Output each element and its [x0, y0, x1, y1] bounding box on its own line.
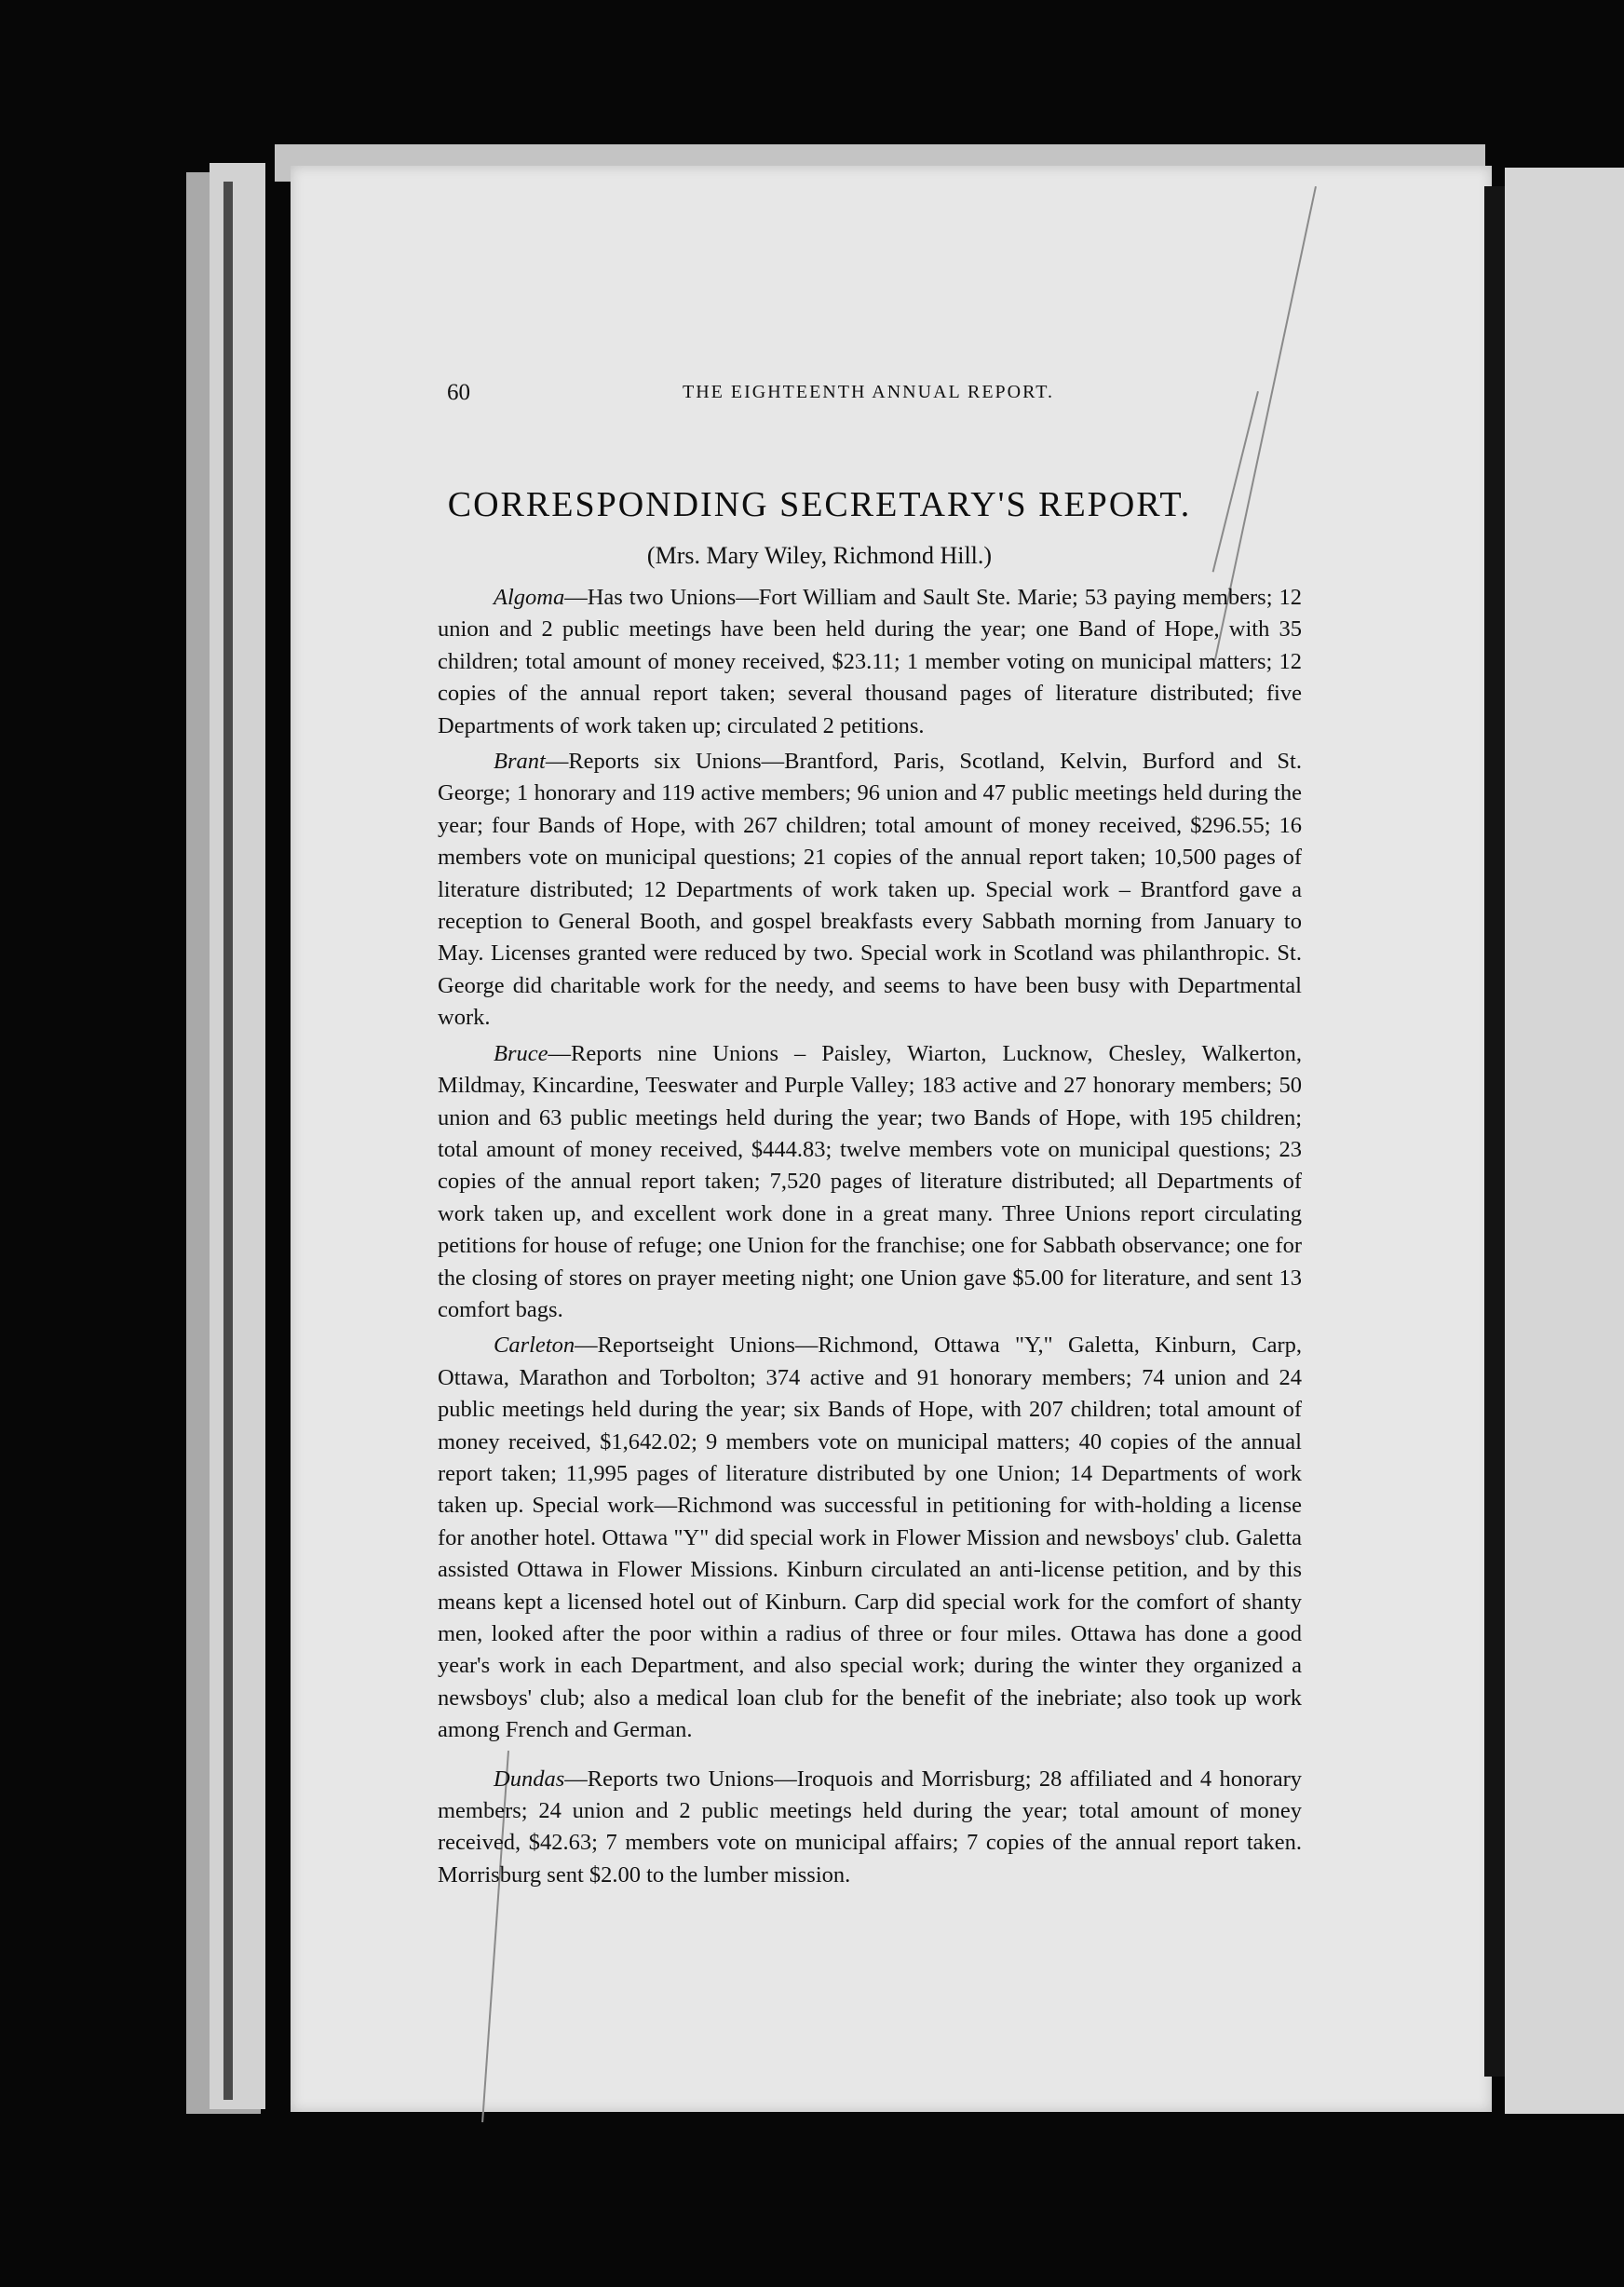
county-text: —Reportseight Unions—Richmond, Ottawa "Y," Galetta, Kinburn, Carp, Ottawa, Marathon and Torbolton; 374 active and 91 honorary members; 74 union and 24 public meetings held during the year; six Bands of Hope, with 207 children; total amount of money received, $1,642.02; 9 members vote on municipal matters; 40 copies of the annual report taken; 11,995 pages of literature distributed by one Union; 14 Departments of work taken up. Special work—Richmond was successful in petitioning for with-holding a license for another hotel. Ottawa "Y" did special work in Flower Mission and newsboys' club. Galetta assisted Ottawa in Flower Missions. Kinburn circulated an anti-license petition, and by this means kept a licensed hotel out of Kinburn. Carp did special work for the comfort of shanty men, looked after the poor within a radius of three or four miles. Ottawa has done a good year's work in each Department, and also special work; during the winter they organized a newsboys' club; also a medical loan club for the benefit of the inebriate; also took up work among French and German.	[438, 1333, 1302, 1743]
county-name: Dundas	[494, 1766, 565, 1792]
county-text: —Reports nine Unions – Paisley, Wiarton, Lucknow, Chesley, Walkerton, Mildmay, Kincardine, Teeswater and Purple Valley; 183 active and 27 honorary members; 50 union and 63 public meetings held during the year; two Bands of Hope, with 195 children; total amount of money received, $444.83; twelve members vote on municipal questions; 23 copies of the annual report taken; 7,520 pages of literature distributed; all Departments of work taken up, and excellent work done in a great many. Three Unions report circulating petitions for house of refuge; one Union for the franchise; one for Sabbath observance; one for the closing of stores on prayer meeting night; one Union gave $5.00 for literature, and sent 13 comfort bags.	[438, 1040, 1302, 1322]
county-text: —Reports six Unions—Brantford, Paris, Scotland, Kelvin, Burford and St. George; 1 honorary and 119 active members; 96 union and 47 public meetings held during the year; four Bands of Hope, with 267 children; total amount of money received, $296.55; 16 members vote on municipal questions; 21 copies of the annual report taken; 10,500 pages of literature distributed; 12 Departments of work taken up. Special work – Brantford gave a reception to General Booth, and gospel breakfasts every Sabbath morning from January to May. Licenses granted were reduced by two. Special work in Scotland was philanthropic. St. George did charitable work for the needy, and seems to have been busy with Departmental work.	[438, 749, 1302, 1031]
county-name: Brant	[494, 749, 546, 775]
county-paragraph-bruce	[438, 1038, 1302, 1327]
county-paragraph-carleton	[438, 1330, 1302, 1746]
page-gutter	[1484, 186, 1505, 2077]
county-paragraph-algoma	[438, 582, 1302, 742]
county-paragraph-dundas	[438, 1764, 1302, 1892]
page-number: 60	[447, 380, 470, 405]
county-text: —Reports two Unions—Iroquois and Morrisburg; 28 affiliated and 4 honorary members; 24 union and 2 public meetings held during the year; total amount of money received, $42.63; 7 members vote on municipal affairs; 7 copies of the annual report taken. Morrisburg sent $2.00 to the lumber mission.	[438, 1766, 1302, 1888]
book-edge	[210, 163, 265, 2109]
facing-page	[1505, 168, 1624, 2114]
book-edge	[223, 182, 233, 2100]
running-head	[447, 380, 1266, 412]
report-body	[438, 582, 1302, 1895]
county-text: —Has two Unions—Fort William and Sault Ste. Marie; 53 paying members; 12 union and 2 public meetings have been held during the year; one Band of Hope, with 35 children; total amount of money received, $23.11; 1 member voting on municipal matters; 12 copies of the annual report taken; several thousand pages of literature distributed; five Departments of work taken up; circulated 2 petitions.	[438, 585, 1302, 738]
report-byline: (Mrs. Mary Wiley, Richmond Hill.)	[646, 542, 993, 569]
county-name: Carleton	[494, 1333, 575, 1359]
county-paragraph-brant	[438, 746, 1302, 1035]
running-head-title: THE EIGHTEENTH ANNUAL REPORT.	[683, 382, 1054, 402]
county-name: Bruce	[494, 1040, 548, 1066]
report-title: CORRESPONDING SECRETARY'S REPORT.	[447, 485, 1192, 524]
county-name: Algoma	[494, 585, 565, 610]
